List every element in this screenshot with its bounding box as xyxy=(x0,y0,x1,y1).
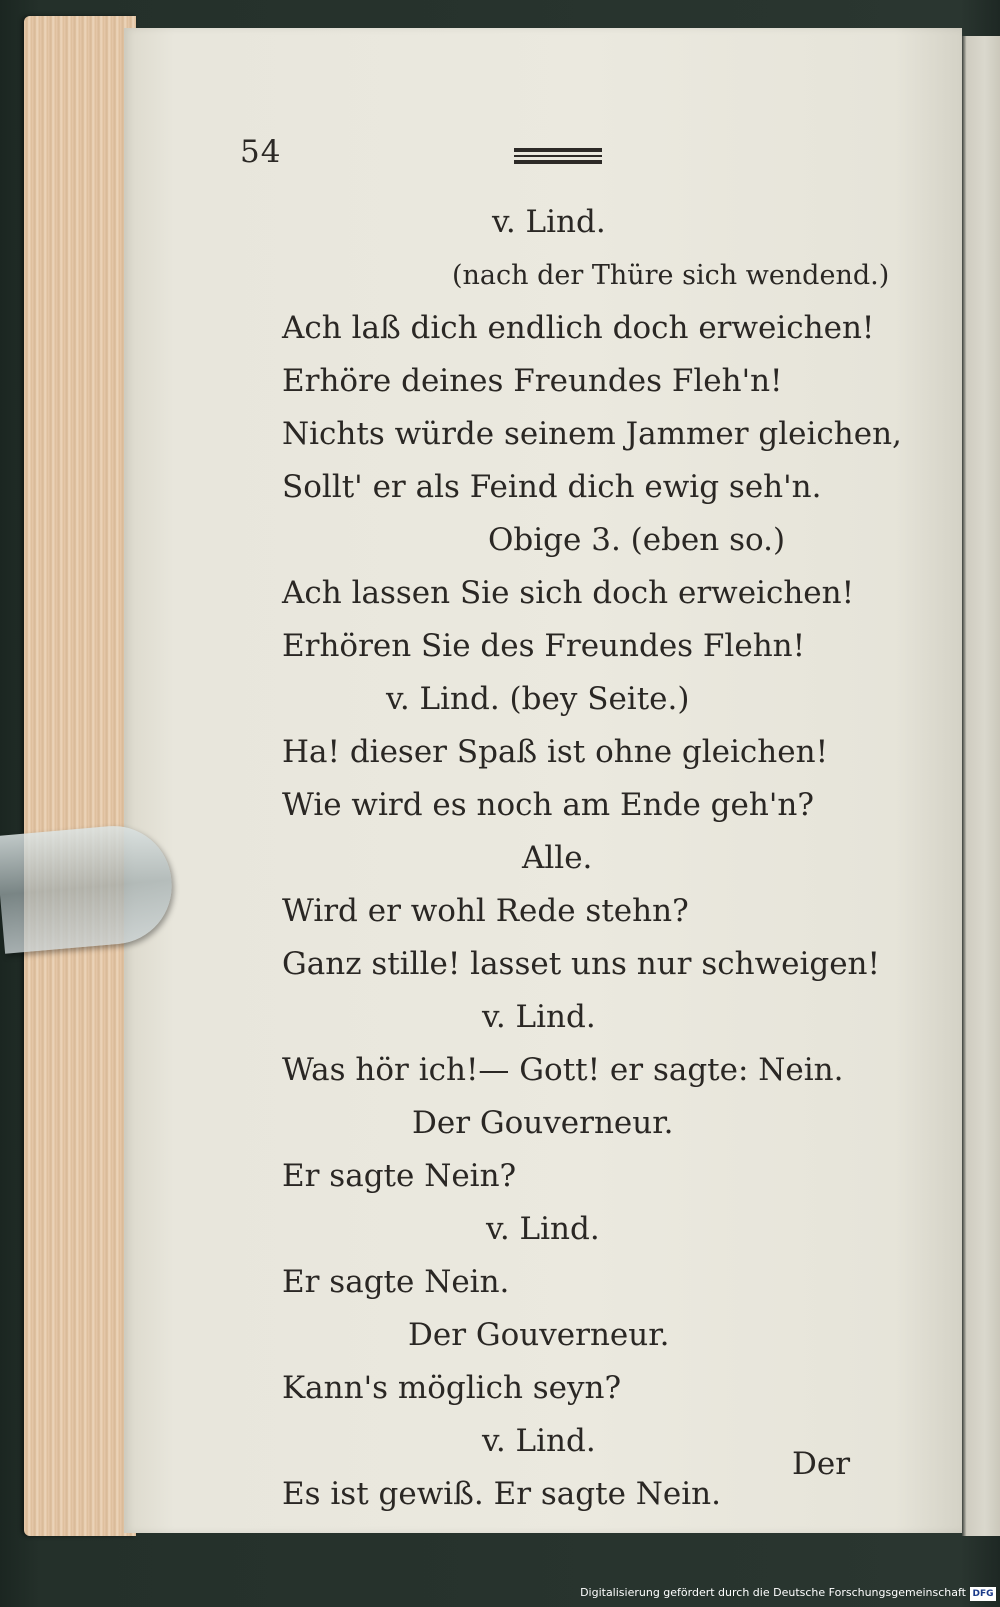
verse-line: Erhöre deines Freundes Fleh'n! xyxy=(282,363,783,399)
speaker-name: v. Lind. xyxy=(482,1423,596,1459)
verse-line: Erhören Sie des Freundes Flehn! xyxy=(282,628,806,664)
verse-line: Was hör ich!— Gott! er sagte: Nein. xyxy=(282,1052,844,1088)
footer-credit: Digitalisierung gefördert durch die Deutsche Forschungsgemeinschaft xyxy=(580,1586,966,1599)
text-block xyxy=(282,196,912,1521)
speaker-name: Der Gouverneur. xyxy=(412,1105,674,1141)
verse-line: Er sagte Nein. xyxy=(282,1264,510,1300)
facing-page-edge xyxy=(962,36,1000,1536)
speaker-name: v. Lind. xyxy=(492,204,606,240)
header-rule xyxy=(514,148,602,167)
page-number: 54 xyxy=(240,134,282,170)
speaker-name: Obige 3. (eben so.) xyxy=(488,522,786,558)
stage-direction: (nach der Thüre sich wendend.) xyxy=(452,260,890,291)
speaker-name: v. Lind. xyxy=(482,999,596,1035)
page-edges xyxy=(24,16,136,1536)
verse-line: Wird er wohl Rede stehn? xyxy=(282,893,689,929)
verse-line: Es ist gewiß. Er sagte Nein. xyxy=(282,1476,721,1512)
verse-line: Ach lassen Sie sich doch erweichen! xyxy=(282,575,855,611)
catchword: Der xyxy=(792,1446,851,1482)
speaker-name: Alle. xyxy=(522,840,593,876)
verse-line: Ganz stille! lasset uns nur schweigen! xyxy=(282,946,880,982)
speaker-name: v. Lind. xyxy=(486,1211,600,1247)
speaker-name: Der Gouverneur. xyxy=(408,1317,670,1353)
verse-line: Er sagte Nein? xyxy=(282,1158,517,1194)
verse-line: Nichts würde seinem Jammer gleichen, xyxy=(282,416,902,452)
verse-line: Kann's möglich seyn? xyxy=(282,1370,622,1406)
verse-line: Ha! dieser Spaß ist ohne gleichen! xyxy=(282,734,829,770)
verse-line: Sollt' er als Feind dich ewig seh'n. xyxy=(282,469,822,505)
verse-line: Ach laß dich endlich doch erweichen! xyxy=(282,310,875,346)
speaker-name: v. Lind. (bey Seite.) xyxy=(386,681,690,717)
dfg-logo: DFG xyxy=(970,1587,996,1601)
verse-line: Wie wird es noch am Ende geh'n? xyxy=(282,787,814,823)
